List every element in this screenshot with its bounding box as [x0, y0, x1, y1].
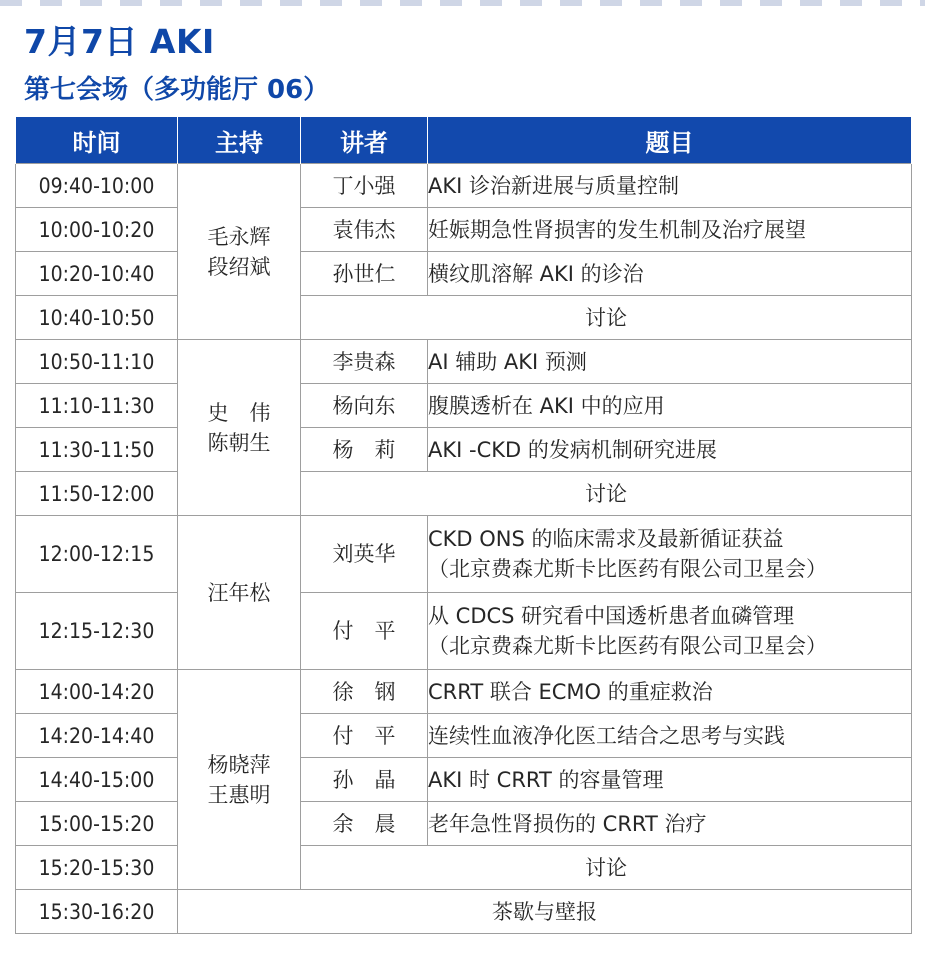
speaker-cell: 杨向东	[301, 384, 428, 428]
speaker-cell: 刘英华	[301, 516, 428, 593]
speaker-cell: 李贵森	[301, 340, 428, 384]
table-row	[16, 384, 912, 428]
column-header-topic: 题目	[428, 117, 912, 164]
page-title: 7月7日 AKI	[24, 22, 215, 61]
topic-cell: CRRT 联合 ECMO 的重症救治	[428, 670, 912, 714]
speaker-cell: 付 平	[301, 593, 428, 670]
table-row	[16, 428, 912, 472]
time-cell: 14:00-14:20	[16, 670, 178, 714]
time-cell: 15:20-15:30	[16, 846, 178, 890]
table-row	[16, 593, 912, 670]
time-cell: 15:00-15:20	[16, 802, 178, 846]
time-cell: 09:40-10:00	[16, 164, 178, 208]
topic-cell: 妊娠期急性肾损害的发生机制及治疗展望	[428, 208, 912, 252]
time-cell: 11:50-12:00	[16, 472, 178, 516]
speaker-cell: 杨 莉	[301, 428, 428, 472]
speaker-cell: 袁伟杰	[301, 208, 428, 252]
table-row	[16, 208, 912, 252]
top-decoration-band	[0, 0, 925, 6]
venue-subtitle: 第七会场（多功能厅 06）	[24, 75, 330, 105]
topic-cell: AKI 诊治新进展与质量控制	[428, 164, 912, 208]
topic-cell: 老年急性肾损伤的 CRRT 治疗	[428, 802, 912, 846]
text-line: （北京费森尤斯卡比医药有限公司卫星会）	[428, 634, 827, 658]
table-row	[16, 758, 912, 802]
time-cell: 15:30-16:20	[16, 890, 178, 934]
discussion-row	[16, 846, 912, 890]
schedule-table	[15, 117, 912, 934]
text-line: 从 CDCS 研究看中国透析患者血磷管理	[428, 604, 795, 628]
table-header-row	[16, 117, 912, 164]
speaker-cell: 孙世仁	[301, 252, 428, 296]
discussion-cell: 讨论	[301, 296, 912, 340]
topic-cell: 腹膜透析在 AKI 中的应用	[428, 384, 912, 428]
topic-cell	[428, 516, 912, 593]
speaker-cell: 孙 晶	[301, 758, 428, 802]
topic-cell: 横纹肌溶解 AKI 的诊治	[428, 252, 912, 296]
host-cell: 汪年松	[178, 516, 301, 670]
column-header-time: 时间	[16, 117, 178, 164]
host-cell	[178, 164, 301, 340]
discussion-row	[16, 472, 912, 516]
time-cell: 14:20-14:40	[16, 714, 178, 758]
time-cell: 10:20-10:40	[16, 252, 178, 296]
time-cell: 10:40-10:50	[16, 296, 178, 340]
text-line: 陈朝生	[207, 430, 271, 455]
time-cell: 12:00-12:15	[16, 516, 178, 593]
text-line: 毛永辉	[207, 224, 271, 249]
time-cell: 11:30-11:50	[16, 428, 178, 472]
text-line: 史 伟	[207, 400, 271, 425]
table-row	[16, 340, 912, 384]
speaker-cell: 付 平	[301, 714, 428, 758]
table-row	[16, 164, 912, 208]
table-row	[16, 670, 912, 714]
discussion-cell: 讨论	[301, 846, 912, 890]
break-row	[16, 890, 912, 934]
column-header-host: 主持	[178, 117, 301, 164]
speaker-cell: 余 晨	[301, 802, 428, 846]
time-cell: 14:40-15:00	[16, 758, 178, 802]
table-row	[16, 516, 912, 593]
discussion-row	[16, 296, 912, 340]
time-cell: 10:50-11:10	[16, 340, 178, 384]
time-cell: 10:00-10:20	[16, 208, 178, 252]
topic-cell: AKI -CKD 的发病机制研究进展	[428, 428, 912, 472]
host-cell	[178, 340, 301, 516]
table-row	[16, 252, 912, 296]
break-cell: 茶歇与壁报	[178, 890, 912, 934]
discussion-cell: 讨论	[301, 472, 912, 516]
topic-cell: AI 辅助 AKI 预测	[428, 340, 912, 384]
text-line: 段绍斌	[207, 254, 271, 279]
schedule-body	[16, 164, 912, 934]
topic-cell	[428, 593, 912, 670]
table-row	[16, 802, 912, 846]
text-line: 王惠明	[207, 782, 271, 807]
topic-cell: AKI 时 CRRT 的容量管理	[428, 758, 912, 802]
text-line: 杨晓萍	[207, 752, 271, 777]
host-cell	[178, 670, 301, 890]
topic-cell: 连续性血液净化医工结合之思考与实践	[428, 714, 912, 758]
text-line: （北京费森尤斯卡比医药有限公司卫星会）	[428, 557, 827, 581]
text-line: CKD ONS 的临床需求及最新循证获益	[428, 527, 784, 551]
time-cell: 12:15-12:30	[16, 593, 178, 670]
speaker-cell: 丁小强	[301, 164, 428, 208]
speaker-cell: 徐 钢	[301, 670, 428, 714]
column-header-speaker: 讲者	[301, 117, 428, 164]
table-row	[16, 714, 912, 758]
time-cell: 11:10-11:30	[16, 384, 178, 428]
